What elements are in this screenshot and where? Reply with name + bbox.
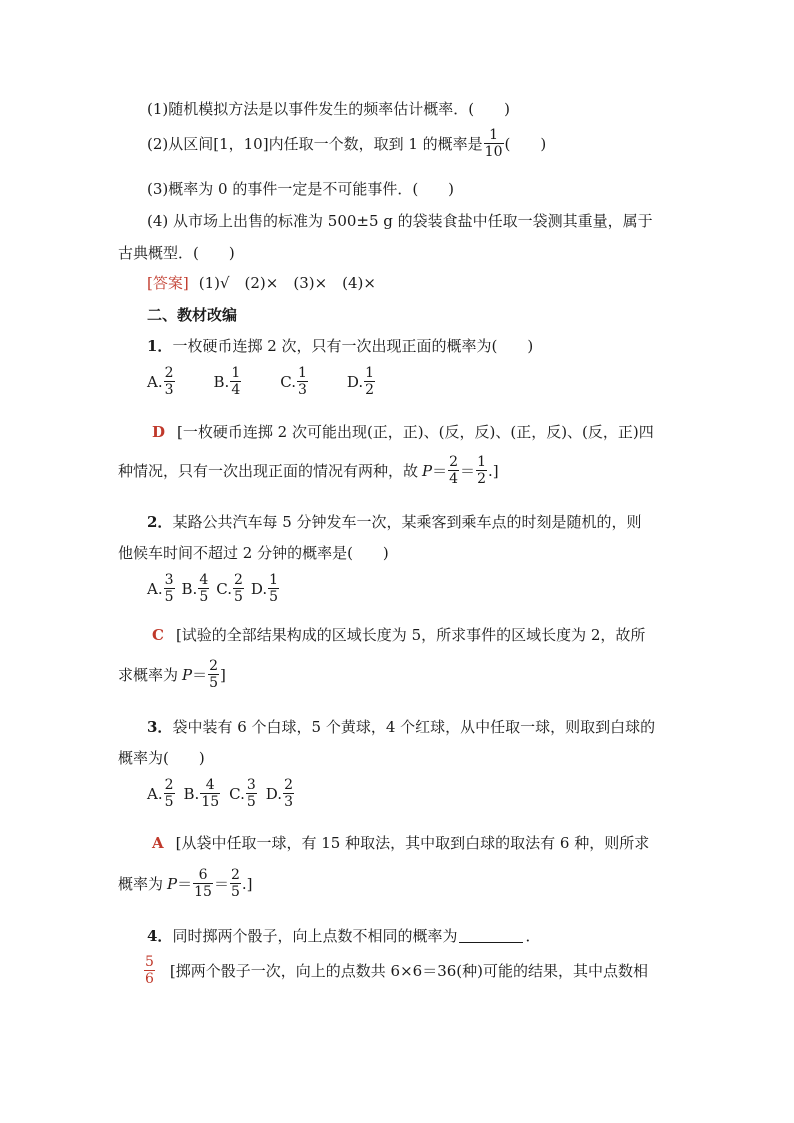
problem-3-solution-text: [从袋中任取一球，有 15 种取法，其中取到白球的取法有 6 种，则所求 (175, 834, 650, 852)
judge-item-4 (147, 210, 653, 231)
option-fraction (164, 778, 175, 809)
fraction-numerator: 2 (449, 454, 459, 470)
option-label: A. (147, 372, 163, 391)
fraction-denominator: 5 (233, 589, 243, 605)
problem-4-answer-fraction (144, 955, 155, 986)
fraction-denominator: 5 (269, 589, 279, 605)
fraction-numerator: 3 (164, 572, 174, 588)
problem-3-stem-cont (118, 747, 205, 768)
fraction-denominator: 6 (145, 971, 154, 987)
option-label: D. (250, 579, 268, 598)
fraction-denominator: 5 (209, 675, 219, 691)
option-fraction (297, 366, 308, 397)
option-label: D. (265, 784, 283, 803)
problem-2-answer: C (152, 625, 164, 644)
fraction-denominator: 5 (199, 589, 209, 605)
equals-sign: ＝ (177, 875, 193, 893)
fraction-numerator: 1 (231, 365, 241, 381)
solution-end: ] (220, 665, 226, 684)
option-fraction (246, 778, 257, 809)
problem-4-text-end: ． (525, 927, 541, 945)
judge-item-1-text: (1)随机模拟方法是以事件发生的频率估计概率．( ) (147, 100, 510, 118)
equals-sign: ＝ (460, 462, 476, 480)
option-label: B. (183, 784, 200, 803)
variable-p: P (182, 665, 193, 684)
problem-2-solution-text: [试验的全部结果构成的区域长度为 5，所求事件的区域长度为 2，故所 (175, 626, 646, 644)
fraction-denominator: 5 (246, 794, 256, 810)
fraction-numerator: 2 (164, 777, 174, 793)
fraction-numerator: 3 (246, 777, 256, 793)
option-fraction (283, 778, 294, 809)
problem-3-answer: A (152, 833, 164, 852)
option-fraction (364, 366, 375, 397)
problem-4-text: 同时掷两个骰子，向上点数不相同的概率为 (172, 927, 458, 945)
fraction-numerator: 1 (365, 365, 375, 381)
option-fraction (233, 573, 244, 604)
problem-2-stem (147, 511, 642, 532)
problem-1-number: 1． (147, 337, 173, 355)
fraction-denominator: 2 (365, 382, 375, 398)
option-fraction (198, 573, 209, 604)
equals-sign: ＝ (213, 875, 229, 893)
solution-fraction (230, 868, 241, 899)
option-label: A. (147, 784, 163, 803)
option-d (347, 366, 376, 397)
option-b (214, 366, 243, 397)
judge-answer (147, 272, 376, 293)
fraction-denominator: 10 (484, 144, 503, 160)
option-label: C. (280, 372, 296, 391)
fraction-denominator: 3 (284, 794, 293, 810)
solution-end: .] (487, 461, 499, 480)
fraction-numerator: 5 (145, 954, 154, 970)
option-a (147, 573, 176, 604)
fraction-denominator: 15 (201, 794, 220, 810)
problem-2-number: 2． (147, 513, 173, 531)
variable-p: P (422, 461, 433, 480)
fraction-denominator: 3 (164, 382, 174, 398)
problem-3-options (147, 778, 295, 809)
fraction-numerator: 2 (164, 365, 174, 381)
fraction-numerator: 2 (230, 867, 240, 883)
judge-item-2-text: (2)从区间[1，10]内任取一个数，取到 1 的概率是 (147, 135, 483, 153)
equals-sign: ＝ (432, 462, 448, 480)
option-label: A. (147, 579, 163, 598)
option-a (147, 778, 176, 809)
problem-3-number: 3． (147, 718, 173, 736)
variable-p: P (167, 874, 178, 893)
problem-4-stem (147, 925, 540, 946)
answer-label: [答案] (147, 274, 189, 292)
section-title (147, 304, 237, 325)
answer-blank (459, 928, 523, 943)
problem-1-options (147, 366, 376, 397)
option-d (266, 778, 295, 809)
option-label: B. (181, 579, 198, 598)
problem-3-solution-line2 (118, 868, 253, 899)
problem-2-solution-line1 (152, 624, 645, 645)
option-b (182, 573, 211, 604)
option-c (229, 778, 258, 809)
fraction-numerator: 1 (297, 365, 307, 381)
problem-1-stem (147, 335, 533, 356)
option-fraction (230, 366, 241, 397)
solution-fraction (193, 868, 213, 899)
problem-2-text2: 他候车时间不超过 2 分钟的概率是( ) (118, 544, 389, 562)
fraction-denominator: 5 (164, 589, 174, 605)
fraction-denominator: 4 (231, 382, 241, 398)
option-label: D. (346, 372, 364, 391)
solution-fraction (476, 455, 487, 486)
fraction-denominator: 3 (297, 382, 307, 398)
fraction-numerator: 1 (489, 127, 499, 143)
problem-1-solution-line2 (118, 455, 499, 486)
option-d (251, 573, 280, 604)
fraction-denominator: 5 (164, 794, 174, 810)
judge-item-4-cont (118, 242, 235, 263)
judge-item-3 (147, 178, 454, 199)
fraction-numerator: 1 (269, 572, 279, 588)
problem-2-text: 某路公共汽车每 5 分钟发车一次，某乘客到乘车点的时刻是随机的，则 (172, 513, 642, 531)
judge-item-2-paren: ( ) (504, 135, 547, 153)
option-c (280, 366, 309, 397)
solution-fraction (448, 455, 459, 486)
problem-1-text: 一枚硬币连掷 2 次，只有一次出现正面的概率为( ) (172, 337, 534, 355)
problem-1-solution-line1 (152, 421, 654, 442)
option-b (184, 778, 222, 809)
problem-2-solution-line2 (118, 659, 226, 690)
solution-end: .] (241, 874, 253, 893)
option-fraction (164, 366, 175, 397)
problem-3-solution-text2: 概率为 (118, 875, 164, 893)
judge-item-1 (147, 98, 510, 119)
judge-item-4-text-line1: (4) 从市场上出售的标准为 500±5 g 的袋装食盐中任取一袋测其重量，属于 (147, 212, 653, 230)
problem-1-solution-text: [一枚硬币连掷 2 次可能出现(正，正)、(反，反)、(正，反)、(反，正)四 (177, 423, 654, 441)
fraction-numerator: 2 (284, 777, 293, 793)
judge-item-3-text: (3)概率为 0 的事件一定是不可能事件．( ) (147, 180, 455, 198)
fraction-denominator: 2 (477, 471, 486, 487)
option-fraction (200, 778, 220, 809)
problem-4-solution-text: [掷两个骰子一次，向上的点数共 6×6＝36(种)可能的结果，其中点数相 (169, 962, 648, 980)
problem-2-stem-cont (118, 542, 389, 563)
problem-2-options (147, 573, 280, 604)
problem-3-solution-line1 (152, 832, 649, 853)
fraction-numerator: 1 (477, 454, 486, 470)
fraction-numerator: 2 (233, 572, 243, 588)
option-a (147, 366, 176, 397)
problem-1-answer: D (152, 422, 166, 441)
equals-sign: ＝ (192, 666, 208, 684)
option-label: C. (216, 579, 232, 598)
fraction-numerator: 6 (198, 867, 208, 883)
problem-2-solution-text2: 求概率为 (118, 666, 179, 684)
option-fraction (268, 573, 279, 604)
problem-3-text2: 概率为( ) (118, 749, 205, 767)
problem-3-stem (147, 716, 655, 737)
fraction-denominator: 4 (449, 471, 459, 487)
problem-4-number: 4． (147, 927, 173, 945)
problem-3-text: 袋中装有 6 个白球，5 个黄球，4 个红球，从中任取一球，则取到白球的 (172, 718, 656, 736)
option-fraction (164, 573, 175, 604)
section-title-text: 二、教材改编 (147, 306, 238, 324)
judge-item-2 (147, 128, 546, 159)
fraction-denominator: 15 (194, 884, 212, 900)
fraction-numerator: 2 (209, 658, 219, 674)
fraction-numerator: 4 (199, 572, 209, 588)
solution-fraction (208, 659, 219, 690)
problem-1-solution-text2: 种情况，只有一次出现正面的情况有两种，故 (118, 462, 419, 480)
fraction-denominator: 5 (230, 884, 240, 900)
option-label: B. (213, 372, 230, 391)
option-label: C. (229, 784, 245, 803)
judge-item-2-fraction (484, 128, 504, 159)
fraction-numerator: 4 (205, 777, 215, 793)
problem-4-solution (143, 955, 648, 986)
judge-item-4-text-line2: 古典概型．( ) (118, 244, 235, 262)
option-c (216, 573, 245, 604)
answer-text: (1)√ (2)× (3)× (4)× (198, 274, 376, 292)
